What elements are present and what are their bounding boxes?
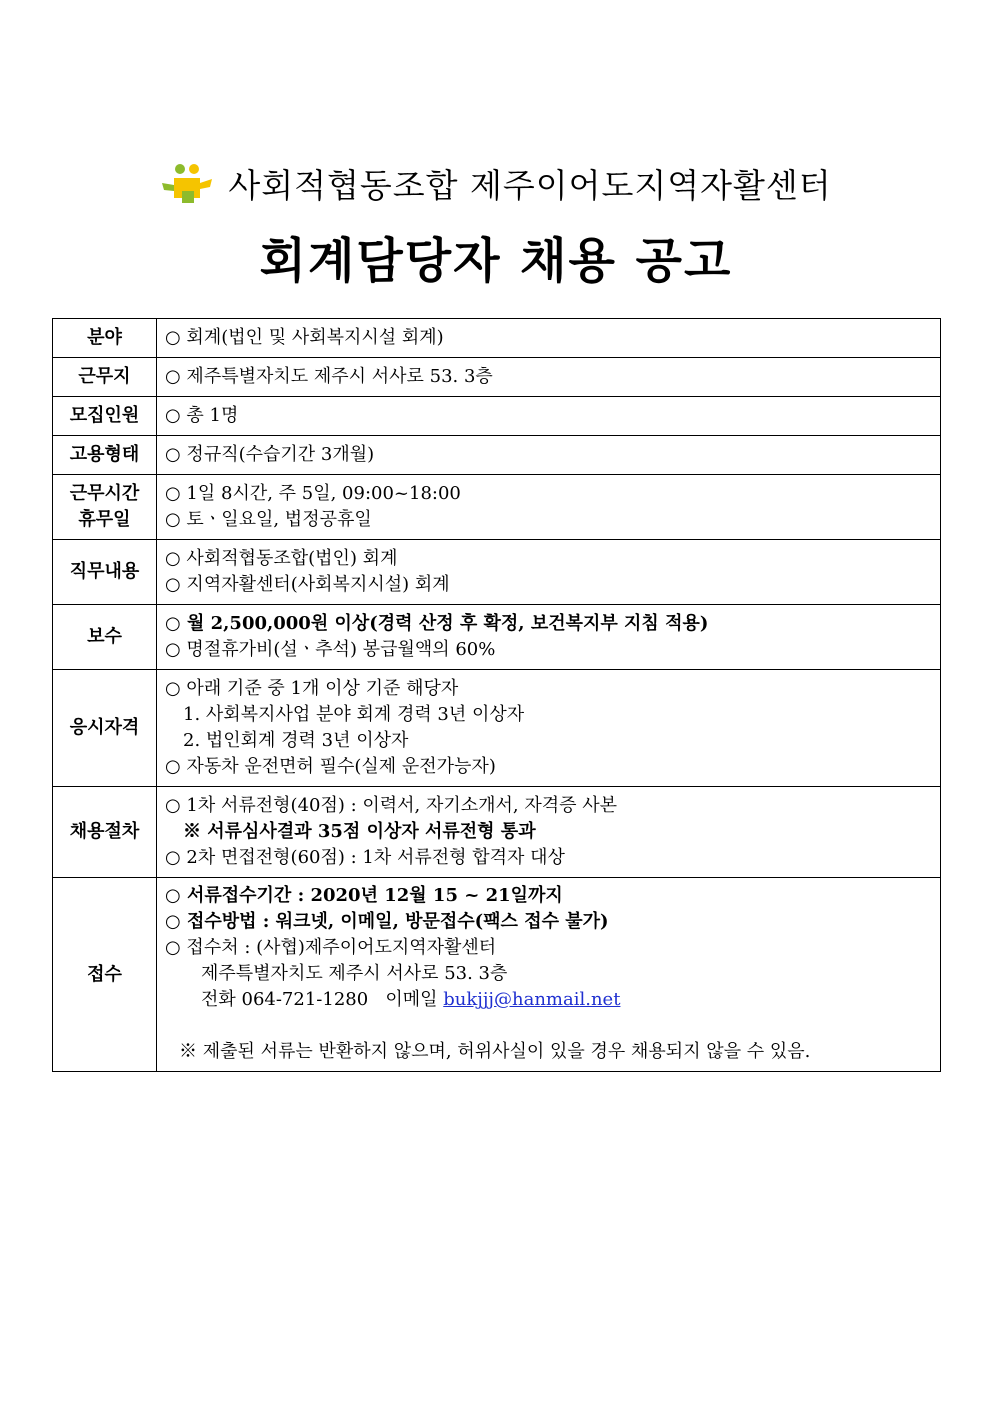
content-line: ○ 토ㆍ일요일, 법정공휴일	[165, 508, 372, 530]
row-content-application	[157, 878, 941, 1072]
content-line: ○ 1일 8시간, 주 5일, 09:00~18:00	[165, 482, 461, 504]
row-label-salary: 보수	[53, 605, 157, 670]
row-content-field	[157, 319, 941, 358]
row-label-process: 채용절차	[53, 787, 157, 878]
table-row	[53, 605, 941, 670]
content-line: ○ 아래 기준 중 1개 이상 기준 해당자	[165, 677, 459, 699]
sprout-logo-icon	[160, 161, 214, 207]
row-content-headcount	[157, 397, 941, 436]
content-line-bold: ※ 서류심사결과 35점 이상자 서류전형 통과	[183, 820, 536, 842]
phone-text: 전화 064-721-1280 이메일	[201, 989, 444, 1010]
table-row	[53, 397, 941, 436]
contact-line	[165, 987, 940, 1013]
content-line: 1. 사회복지사업 분야 회계 경력 3년 이상자	[183, 703, 525, 725]
row-content-salary	[157, 605, 941, 670]
disclaimer-note: ※ 제출된 서류는 반환하지 않으며, 허위사실이 있을 경우 채용되지 않을 수 있음.	[179, 1041, 811, 1062]
table-row	[53, 670, 941, 787]
org-name: 사회적협동조합 제주이어도지역자활센터	[228, 166, 832, 205]
content-line-bold: ○ 서류접수기간 : 2020년 12월 15 ~ 21일까지	[165, 885, 563, 906]
table-row	[53, 540, 941, 605]
content-line: ○ 2차 면접전형(60점) : 1차 서류전형 합격자 대상	[165, 846, 565, 868]
table-row	[53, 358, 941, 397]
email-link[interactable]: bukjjj@hanmail.net	[443, 989, 621, 1010]
row-content-workplace	[157, 358, 941, 397]
row-content-qualifications	[157, 670, 941, 787]
content-line: ○ 사회적협동조합(법인) 회계	[165, 547, 398, 569]
content-line: ○ 1차 서류전형(40점) : 이력서, 자기소개서, 자격증 사본	[165, 794, 618, 816]
content-line: ○ 자동차 운전면허 필수(실제 운전가능자)	[165, 755, 496, 777]
content-line: ○ 명절휴가비(설ㆍ추석) 봉급월액의 60%	[165, 638, 496, 660]
label-line: 휴무일	[78, 509, 131, 530]
org-header	[0, 160, 992, 207]
row-label-employment-type: 고용형태	[53, 436, 157, 475]
row-content-hours	[157, 475, 941, 540]
page-title: 회계담당자 채용 공고	[259, 233, 733, 289]
content-line: 제주특별자치도 제주시 서사로 53. 3층	[201, 963, 508, 984]
content-line-bold: ○ 월 2,500,000원 이상(경력 산정 후 확정, 보건복지부 지침 적용)	[165, 612, 709, 634]
row-content-duties	[157, 540, 941, 605]
content-line-bold: ○ 접수방법 : 워크넷, 이메일, 방문접수(팩스 접수 불가)	[165, 911, 609, 932]
content-line: ○ 정규직(수습기간 3개월)	[165, 443, 375, 465]
row-label-application: 접수	[53, 878, 157, 1072]
row-label-field: 분야	[53, 319, 157, 358]
row-label-workplace: 근무지	[53, 358, 157, 397]
row-label-qualifications: 응시자격	[53, 670, 157, 787]
content-line: ○ 총 1명	[165, 404, 239, 426]
content-line: ○ 회계(법인 및 사회복지시설 회계)	[165, 326, 444, 348]
content-line: ○ 제주특별자치도 제주시 서사로 53. 3층	[165, 365, 493, 387]
row-label-duties: 직무내용	[53, 540, 157, 605]
content-line: 2. 법인회계 경력 3년 이상자	[183, 729, 409, 751]
spacer	[165, 1013, 940, 1039]
row-content-process	[157, 787, 941, 878]
label-line: 근무시간	[69, 483, 140, 504]
job-notice-table	[52, 318, 941, 1072]
table-row	[53, 878, 941, 1072]
table-row	[53, 787, 941, 878]
row-label-hours	[53, 475, 157, 540]
table-row	[53, 475, 941, 540]
table-row	[53, 319, 941, 358]
content-line: ○ 접수처 : (사협)제주이어도지역자활센터	[165, 937, 497, 958]
content-line: ○ 지역자활센터(사회복지시설) 회계	[165, 573, 450, 595]
table-row	[53, 436, 941, 475]
row-content-employment-type	[157, 436, 941, 475]
row-label-headcount: 모집인원	[53, 397, 157, 436]
